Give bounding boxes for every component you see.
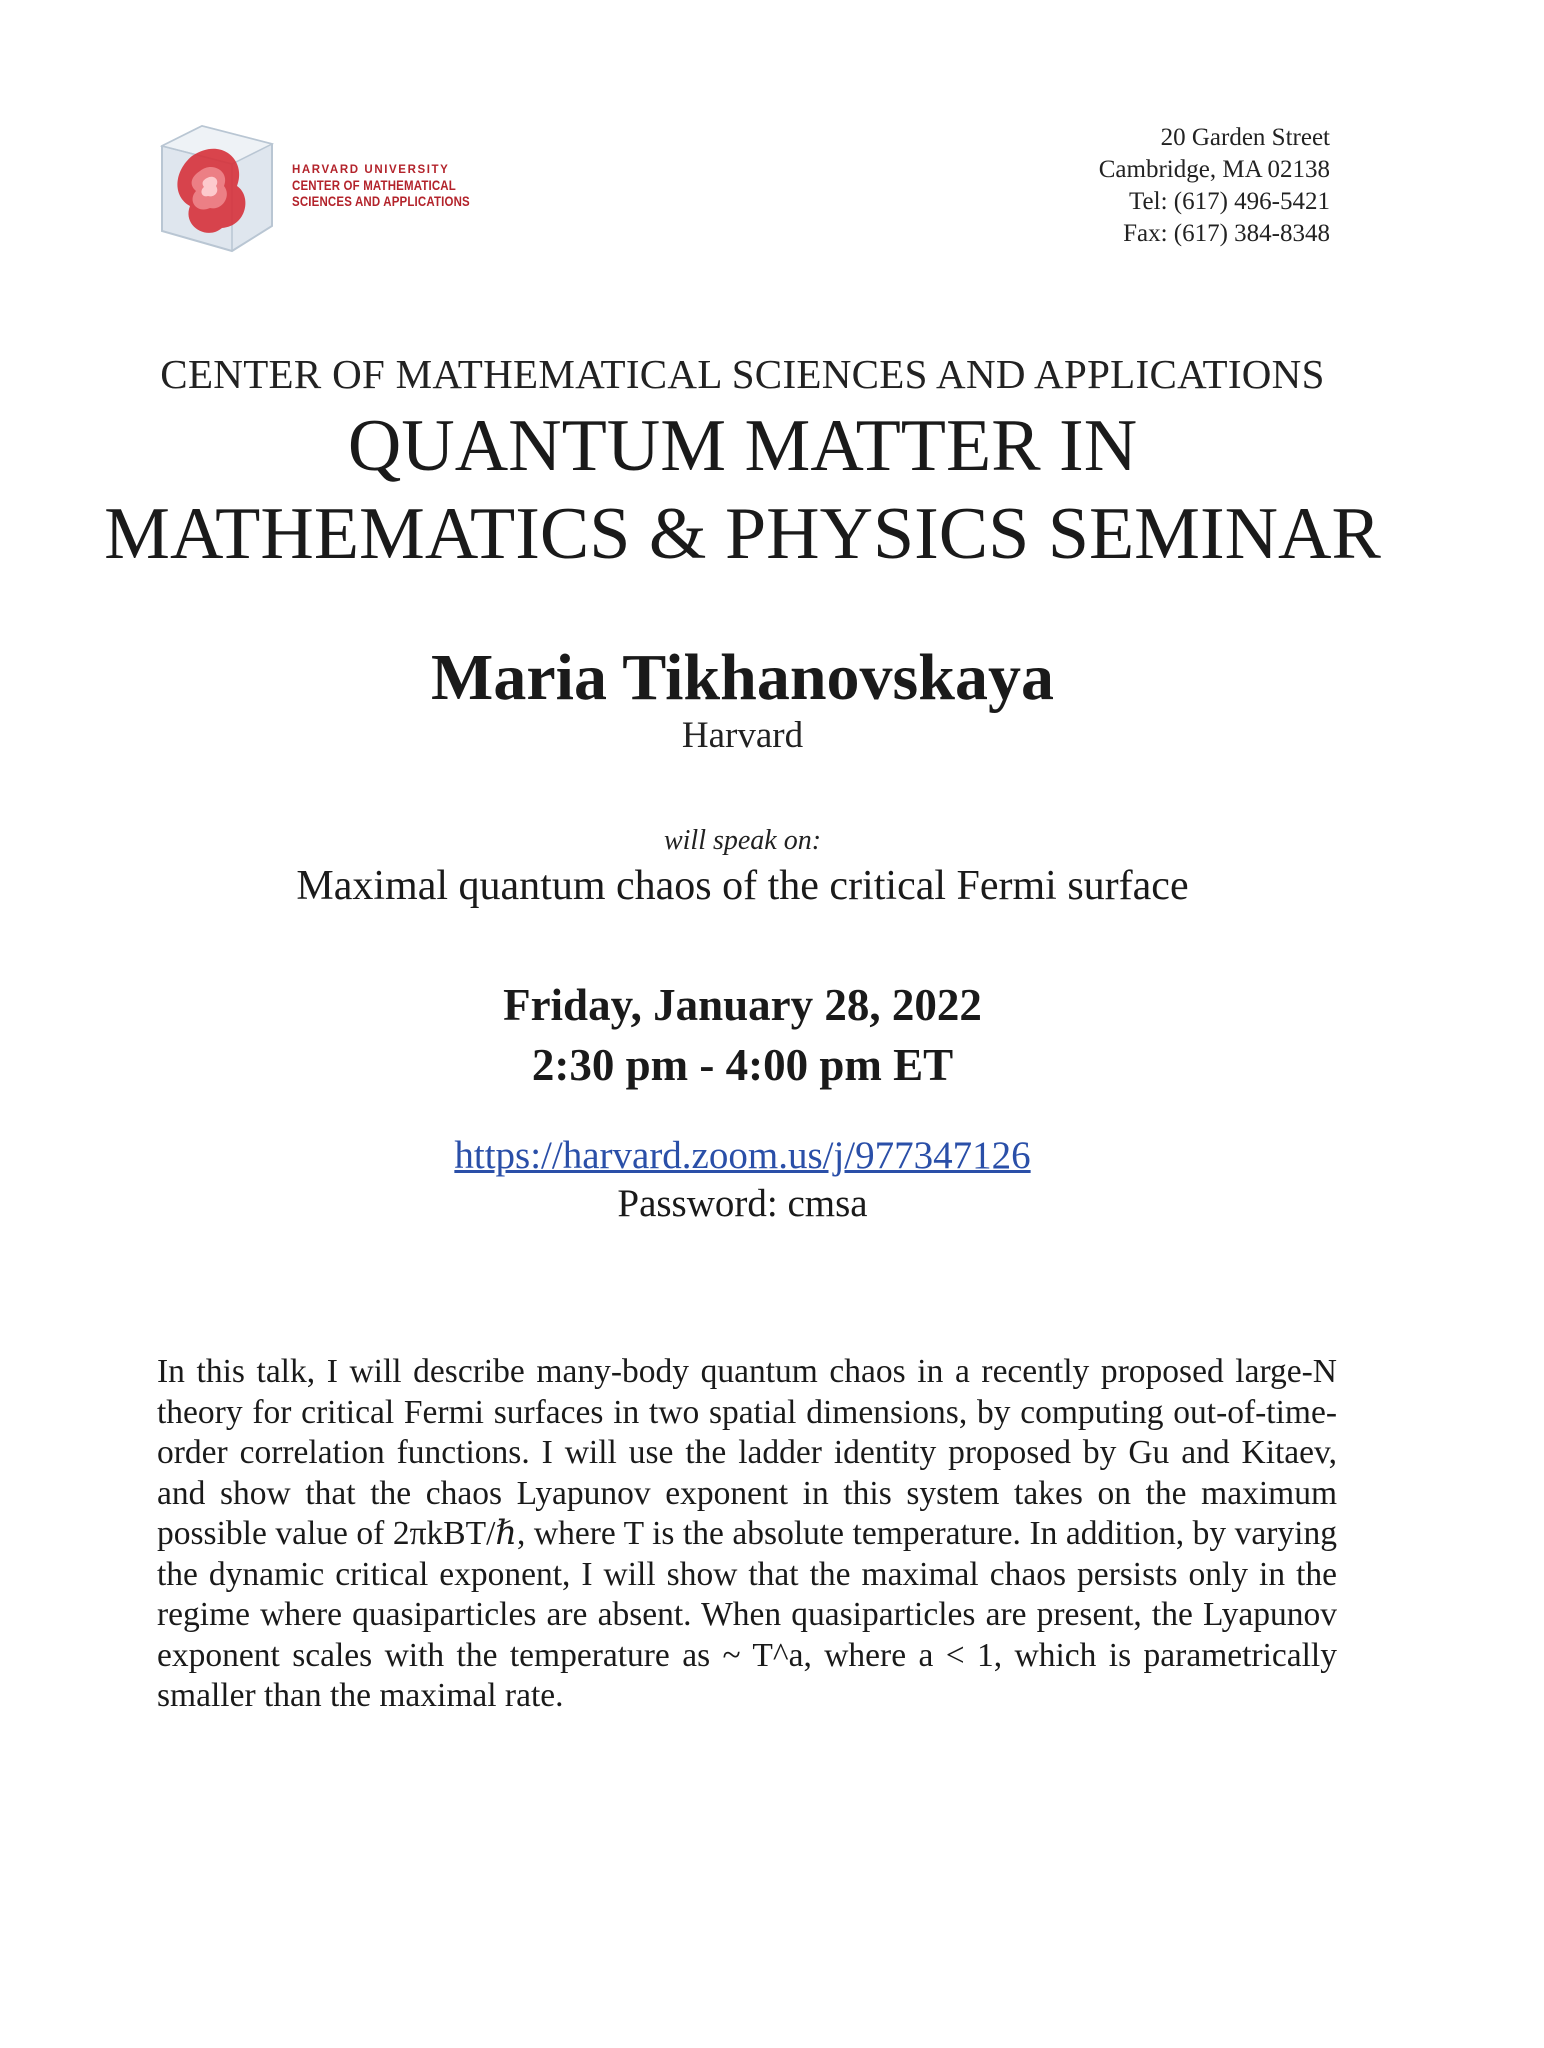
seminar-title-line2: MATHEMATICS & PHYSICS SEMINAR (104, 493, 1381, 575)
event-date: Friday, January 28, 2022 (503, 980, 982, 1030)
address-tel: Tel: (617) 496-5421 (1129, 188, 1330, 215)
seminar-title-line1: QUANTUM MATTER IN (347, 405, 1138, 487)
center-name: CENTER OF MATHEMATICAL SCIENCES AND APPLICATIONS (160, 351, 1325, 397)
event-time: 2:30 pm - 4:00 pm ET (531, 1040, 954, 1090)
zoom-link[interactable]: https://harvard.zoom.us/j/977347126 (454, 1134, 1031, 1177)
address-street: 20 Garden Street (1160, 124, 1330, 151)
zoom-info (0, 1132, 1485, 1228)
will-speak-label: will speak on: (663, 825, 822, 856)
cmsa-logo (152, 116, 492, 266)
event-datetime (0, 975, 1485, 1095)
logo-center-text-2: SCIENCES AND APPLICATIONS (292, 194, 470, 209)
address-fax: Fax: (617) 384-8348 (1123, 220, 1330, 247)
logo-center-text: CENTER OF MATHEMATICAL (292, 178, 456, 193)
address-city: Cambridge, MA 02138 (1098, 156, 1330, 183)
speaker-affiliation: Harvard (681, 715, 804, 756)
address-block (1099, 122, 1330, 250)
seminar-title (0, 402, 1485, 578)
logo-university-text: HARVARD UNIVERSITY (292, 164, 450, 176)
zoom-password: Password: cmsa (617, 1182, 868, 1225)
speaker-name: Maria Tikhanovskaya (431, 641, 1054, 714)
talk-title: Maximal quantum chaos of the critical Fermi surface (296, 863, 1189, 909)
cmsa-cube-logo-icon (152, 116, 282, 258)
abstract-text: In this talk, I will describe many-body quantum chaos in a recently proposed large-N theory for critical Fermi surfaces in two spatial dimensions, by computing out-of-time-order correlation functions. I will use the ladder identity proposed by Gu and Kitaev, and show that the chaos Lyapunov exponent in this system takes on the maximum possible value of 2πkBT/ℏ, where T is the absolute temperature. In addition, by varying the dynamic critical exponent, I will show that the maximal chaos persists only in the regime where quasiparticles are absent. When quasiparticles are present, the Lyapunov exponent scales with the temperature as ~ T^a, where a < 1, which is parametrically smaller than the maximal rate. (157, 1353, 1337, 1714)
